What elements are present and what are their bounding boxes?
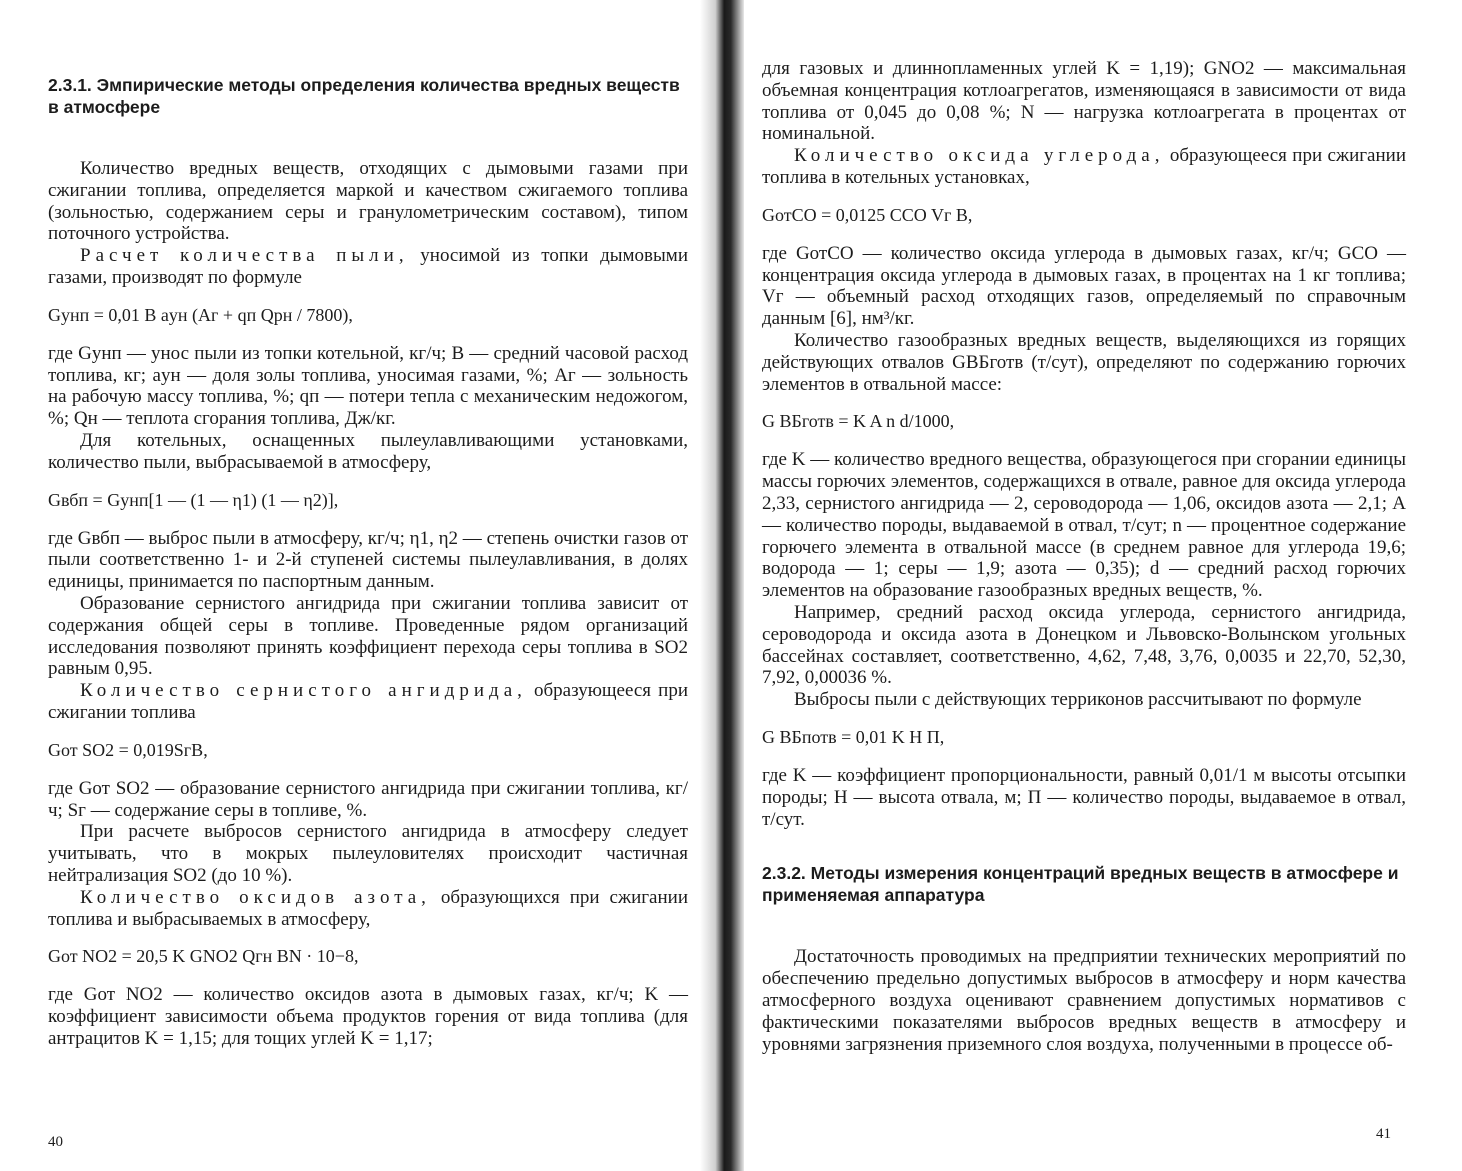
paragraph [48, 245, 688, 289]
paragraph: где K — количество вредного вещества, образующегося при сгорании единицы массы горючих элементов, содержащихся в отвале, равное для оксида углерода 2,33, сернистого ангидрида — 2, сероводорода — 1,06, оксидов азота — 2,1; A — количество породы, выдаваемой в отвал, т/сут; n — процентное содержание горючего элемента в отвальной массе (в среднем равное для углерода 19,6; водорода — 1; серы — 1,9; азота — 0,35); d — средний расход горючих элементов на образование газообразных вредных веществ, %. [762, 449, 1406, 602]
spaced-term: Количество оксида углерода, [794, 145, 1165, 167]
formula-dust-emission: Gвбп = Gунп[1 — (1 — η1) (1 — η2)], [48, 489, 339, 510]
paragraph: Образование сернистого ангидрида при сжигании топлива зависит от содержания общей серы в топливе. Проведенные рядом организаций исследования позволяют принять коэффициент перехода серы топлива в SO2 равным 0,95. [48, 592, 688, 680]
formula-terricone-dust: G ВБпотв = 0,01 K H П, [762, 726, 945, 747]
paragraph [48, 680, 688, 724]
paragraph: Достаточность проводимых на предприятии технических мероприятий по обеспечению предельно допустимых выбросов в атмосферу и норм качества атмосферного воздуха оценивают сравнением допустимых нормативов с фактическими показателями выбросов вредных веществ в атмосферу и уровнями загрязнения приземного слоя воздуха, полученными в процессе об- [762, 946, 1406, 1055]
right-column [762, 58, 1406, 1055]
right-page [744, 0, 1462, 1171]
paragraph: где K — коэффициент пропорциональности, равный 0,01/1 м высоты отсыпки породы; H — высота отвала, м; П — количество породы, выдаваемое в отвал, т/сут. [762, 764, 1406, 830]
page-number: 41 [1376, 1126, 1391, 1142]
paragraph: где Gунп — унос пыли из топки котельной, кг/ч; B — средний часовой расход топлива, кг; aун — доля золы топлива, уносимая газами, %; Aг — зольность на рабочую массу топлива, %; qп — потери тепла с механическим недожогом, %; Qн — теплота сгорания топлива, Дж/кг. [48, 342, 688, 430]
paragraph-text: образующееся при сжигании топлива [48, 680, 688, 723]
section-heading-2-3-1: 2.3.1. Эмпирические методы определения количества вредных веществ в атмосфере [48, 75, 680, 117]
paragraph-text: образующееся при сжигании топлива в котельных установках, [762, 145, 1406, 188]
paragraph: где GотCO — количество оксида углерода в дымовых газах, кг/ч; GCO — концентрация оксида углерода в дымовых газах, в процентах на 1 кг топлива; Vг — объемный расход отходящих газов, определяемый по справочным данным [6], нм³/кг. [762, 242, 1406, 330]
formula-dust-carryover: Gунп = 0,01 B aун (Aг + qп Qрн / 7800), [48, 304, 353, 325]
formula-dump-gases: G ВБготв = K A n d/1000, [762, 411, 955, 432]
paragraph-text: уносимой из топки дымовыми газами, производят по формуле [48, 245, 688, 288]
paragraph: для газовых и длиннопламенных углей K = 1,19); GNO2 — максимальная объемная концентрация котлоагрегатов, изменяющаяся в зависимости от вида топлива от 0,045 до 0,08 %; N — нагрузка котлоагрегата в процентах от номинальной. [762, 58, 1406, 145]
section-heading-2-3-2: 2.3.2. Методы измерения концентраций вредных веществ в атмосфере и применяемая аппаратура [762, 863, 1399, 906]
paragraph: где Gот SO2 — образование сернистого ангидрида при сжигании топлива, кг/ч; Sг — содержание серы в топливе, %. [48, 777, 688, 821]
paragraph: где Gвбп — выброс пыли в атмосферу, кг/ч; η1, η2 — степень очистки газов от пыли соответственно 1- и 2-й ступеней системы пылеулавливания, в долях единицы, принимается по паспортным данным. [48, 527, 688, 593]
paragraph [762, 145, 1406, 189]
paragraph: При расчете выбросов сернистого ангидрида в атмосферу следует учитывать, что в мокрых пылеуловителях происходит частичная нейтрализация SO2 (до 10 %). [48, 821, 688, 886]
paragraph-text: образующихся при сжигании топлива и выбрасываемых в атмосферу, [48, 886, 688, 930]
spaced-term: Количество сернистого ангидрида, [80, 680, 527, 702]
paragraph: Количество газообразных вредных веществ, выделяющихся из горящих действующих отвалов GВБготв (т/сут), определяют по содержанию горючих элементов в отвальной массе: [762, 329, 1406, 395]
formula-co: GотCO = 0,0125 CCO Vг B, [762, 204, 973, 225]
spaced-term: Количество оксидов азота, [80, 886, 431, 908]
formula-nox: Gот NO2 = 20,5 K GNO2 Qгн BN · 10−8, [48, 946, 359, 967]
page-number: 40 [48, 1134, 63, 1150]
book-gutter [700, 0, 744, 1171]
paragraph [48, 887, 688, 931]
paragraph: Количество вредных веществ, отходящих с дымовыми газами при сжигании топлива, определяется маркой и качеством сжигаемого топлива (зольностью, содержанием серы и гранулометрическим составом), типом поточного устройства. [48, 158, 688, 245]
paragraph: Выбросы пыли с действующих терриконов рассчитывают по формуле [794, 689, 1362, 711]
paragraph: Например, средний расход оксида углерода, сернистого ангидрида, сероводорода и оксида азота в Донецком и Львовско-Волынском угольных бассейнах составляет, соответственно, 4,62, 7,48, 3,76, 0,0035 и 22,70, 52,30, 7,92, 0,00036 %. [762, 601, 1406, 689]
paragraph: где Gот NO2 — количество оксидов азота в дымовых газах, кг/ч; K — коэффициент зависимости объема продуктов горения от вида топлива (для антрацитов K = 1,15; для тощих углей K = 1,17; [48, 984, 688, 1049]
spaced-term: Расчет количества пыли, [80, 245, 409, 267]
formula-so2: Gот SO2 = 0,019SгB, [48, 739, 208, 760]
left-page [0, 0, 700, 1171]
paragraph: Для котельных, оснащенных пылеулавливающими установками, количество пыли, выбрасываемой в атмосферу, [48, 429, 688, 473]
left-column [48, 74, 688, 1050]
